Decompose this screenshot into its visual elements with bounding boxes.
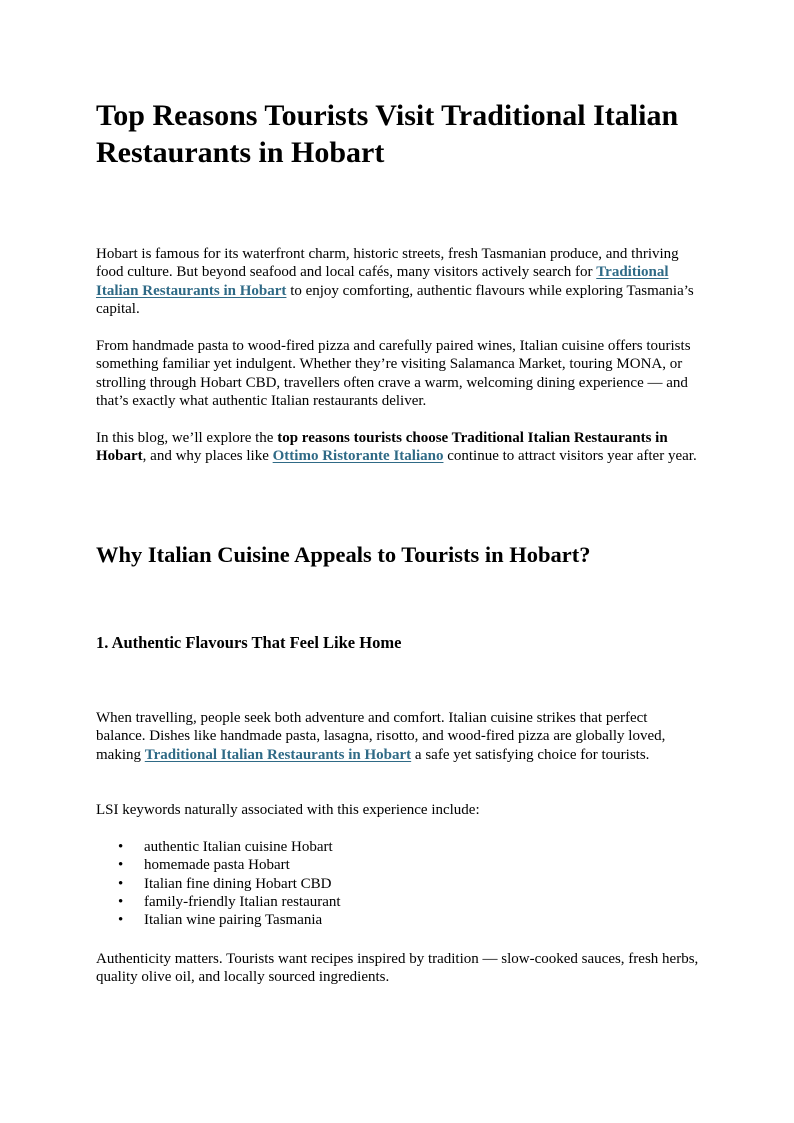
intro-paragraph-1-text: Hobart is famous for its waterfront charm, historic streets, fresh Tasmanian produce, and thriving food culture. But beyond seafood and local cafés, many visitors actively search for [96, 246, 679, 281]
list-item-text: family-friendly Italian restaurant [144, 893, 341, 910]
traditional-italian-restaurants-link[interactable]: Traditional Italian Restaurants in Hobart [96, 264, 669, 299]
bullet-icon: • [118, 912, 124, 929]
intro-paragraph-3-middle: , and why places like [142, 448, 273, 465]
ottimo-ristorante-link[interactable]: Ottimo Ristorante Italiano [272, 448, 444, 465]
intro-paragraph-2: From handmade pasta to wood-fired pizza and carefully paired wines, Italian cuisine offers tourists something familiar yet indulgent. Whether they’re visiting Salamanca Market, touring MONA, or strolling through Hobart CBD, travellers often crave a warm, welcoming dining experience — and that’s exactly what authentic Italian restaurants deliver. [96, 338, 691, 409]
bullet-icon: • [118, 857, 124, 874]
page-title: Top Reasons Tourists Visit Traditional Italian Restaurants in Hobart [96, 99, 679, 169]
intro-paragraph-3-text: In this blog, we’ll explore the [96, 430, 278, 446]
list-item [96, 838, 341, 856]
list-item-text: Italian wine pairing Tasmania [144, 912, 323, 929]
list-item-text: Italian fine dining Hobart CBD [144, 875, 332, 892]
intro-paragraph-3-bold: top reasons tourists choose Traditional Italian Restaurants in Hobart [96, 430, 668, 465]
intro-paragraph-1-tail: to enjoy comforting, authentic flavours while exploring Tasmania’s capital. [96, 282, 694, 317]
body-paragraph-3: Authenticity matters. Tourists want recipes inspired by tradition — slow-cooked sauces, fresh herbs, quality olive oil, and locally sourced ingredients. [96, 951, 699, 986]
subsection-heading: 1. Authentic Flavours That Feel Like Home [96, 633, 402, 652]
bullet-icon: • [118, 893, 124, 910]
list-item [96, 875, 341, 893]
keyword-list [96, 838, 341, 929]
body-paragraph-1-tail: a safe yet satisfying choice for tourists. [411, 746, 650, 763]
intro-paragraph-3 [96, 429, 700, 466]
bullet-icon: • [118, 875, 124, 892]
list-item-text: homemade pasta Hobart [144, 857, 290, 874]
list-item [96, 893, 341, 911]
list-item [96, 856, 341, 874]
section-heading: Why Italian Cuisine Appeals to Tourists in Hobart? [96, 542, 591, 567]
intro-paragraph-1 [96, 245, 700, 318]
intro-paragraph-3-tail: continue to attract visitors year after year. [443, 448, 697, 465]
list-item-text: authentic Italian cuisine Hobart [144, 839, 333, 855]
body-paragraph-2: LSI keywords naturally associated with this experience include: [96, 802, 480, 818]
bullet-icon: • [118, 839, 124, 855]
list-item [96, 911, 341, 929]
traditional-italian-restaurants-link-2[interactable]: Traditional Italian Restaurants in Hobart [144, 746, 412, 763]
body-paragraph-1 [96, 709, 700, 764]
body-paragraph-1-text: When travelling, people seek both adventure and comfort. Italian cuisine strikes that perfect balance. Dishes like handmade pasta, lasagna, risotto, and wood-fired pizza are globally loved, making [96, 710, 666, 763]
